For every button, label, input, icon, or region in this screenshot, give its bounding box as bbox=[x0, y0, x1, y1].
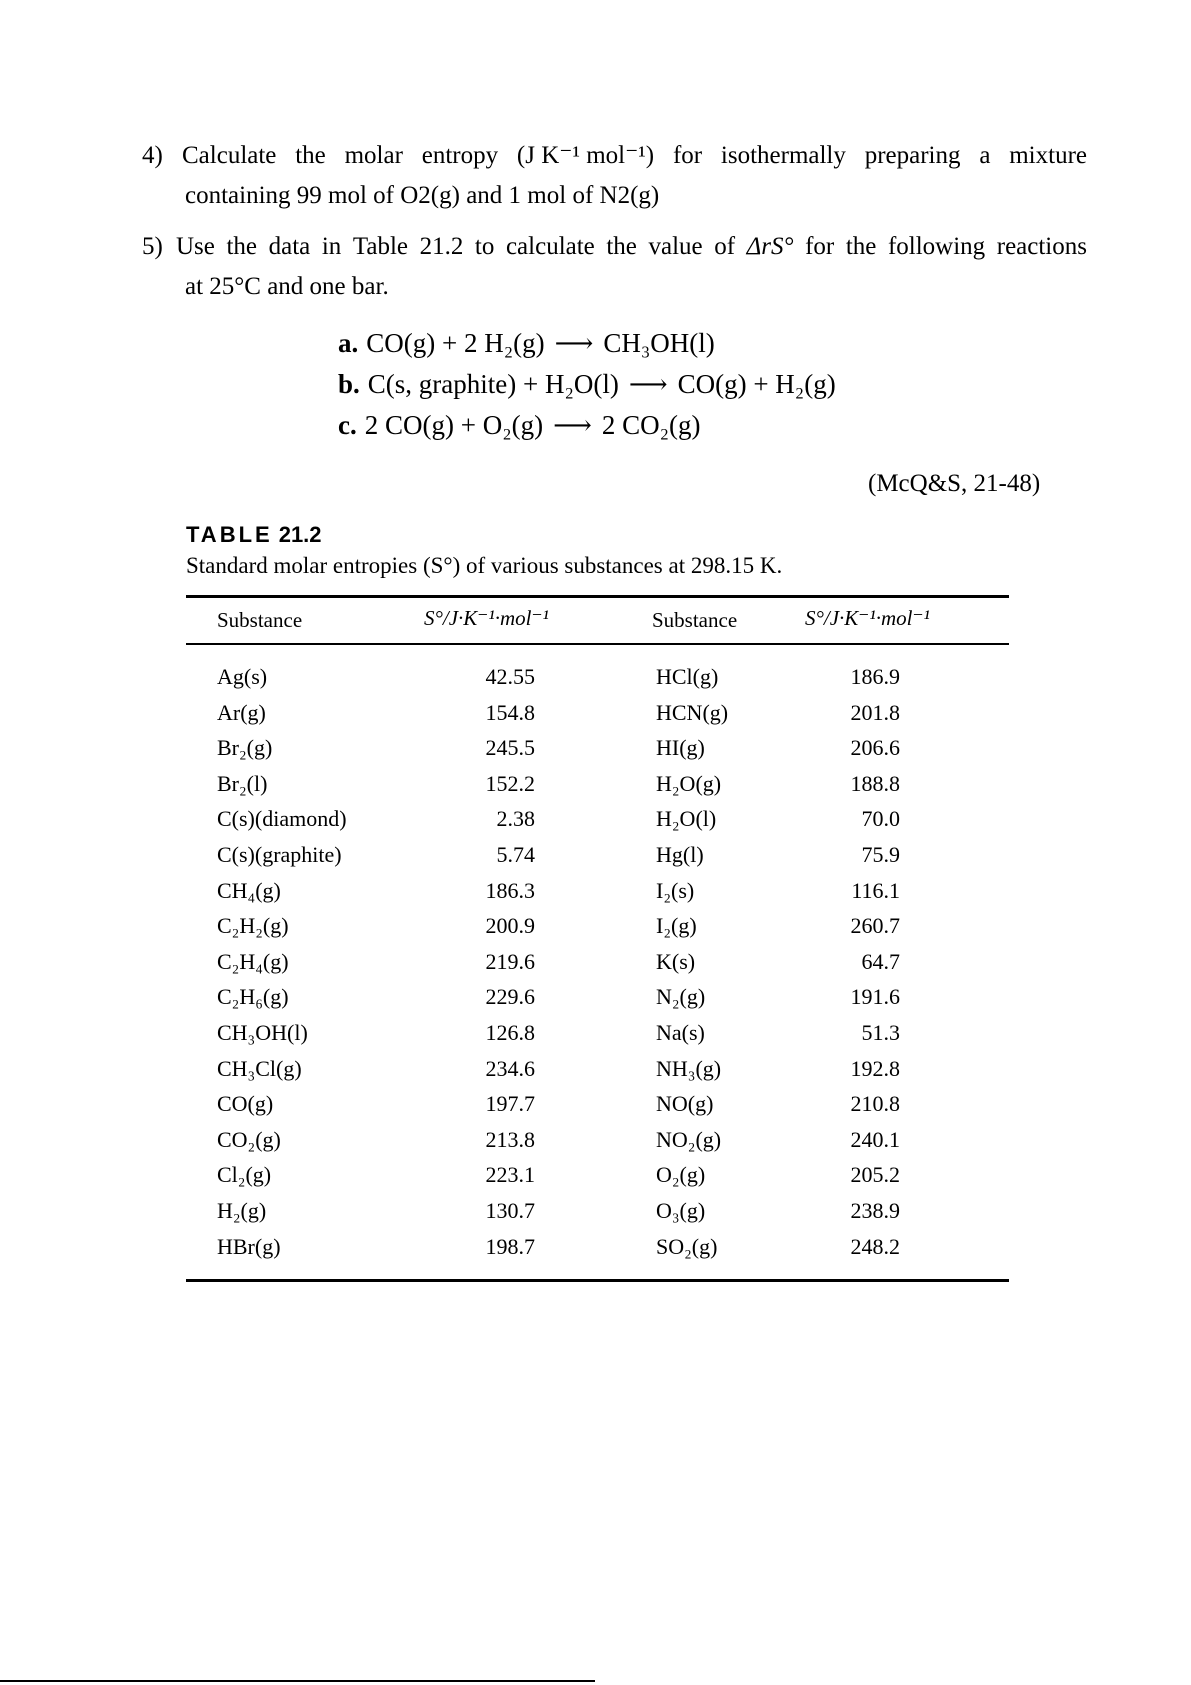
cell-substance: HI(g) bbox=[656, 735, 705, 761]
cell-entropy: 191.6 bbox=[850, 984, 900, 1010]
cell-substance: CO₂(g) bbox=[217, 1126, 281, 1152]
cell-substance: Ar(g) bbox=[217, 699, 266, 725]
word: Table bbox=[352, 233, 409, 260]
cell-substance: H₂(g) bbox=[217, 1198, 267, 1223]
cell-substance: HCN(g) bbox=[656, 699, 729, 725]
cell-entropy: 188.8 bbox=[850, 770, 900, 796]
word: preparing bbox=[864, 142, 961, 169]
cell-substance: O₂(g) bbox=[656, 1162, 706, 1188]
cell-substance: Na(s) bbox=[656, 1020, 705, 1045]
question-5-line-2: at 25°C and one bar. bbox=[185, 273, 389, 300]
cell-substance: H₂O(l) bbox=[656, 806, 717, 832]
cell-entropy: 200.9 bbox=[485, 913, 535, 939]
cell-entropy: 201.8 bbox=[850, 699, 900, 725]
cell-substance: I₂(s) bbox=[656, 877, 695, 903]
cell-entropy: 245.5 bbox=[485, 735, 535, 761]
cell-entropy: 260.7 bbox=[850, 913, 900, 939]
arrow-icon: ⟶ bbox=[554, 328, 594, 358]
cell-substance: NO₂(g) bbox=[656, 1126, 722, 1152]
word: entropy bbox=[421, 142, 499, 169]
word: data bbox=[268, 233, 311, 260]
reaction-label: a. bbox=[338, 328, 359, 358]
word: reactions bbox=[996, 233, 1087, 260]
cell-entropy: 186.9 bbox=[850, 664, 900, 689]
word: a bbox=[979, 142, 991, 169]
cell-substance: CO(g) bbox=[217, 1091, 274, 1117]
word: of bbox=[714, 233, 736, 260]
cell-entropy: 186.3 bbox=[485, 877, 535, 903]
word: value bbox=[648, 233, 703, 260]
cell-substance: C₂H₄(g) bbox=[217, 948, 289, 974]
cell-entropy: 229.6 bbox=[485, 984, 535, 1010]
word: the bbox=[226, 233, 258, 260]
reaction-rhs: 2 CO₂(g) bbox=[601, 410, 701, 440]
cell-substance: C(s)(diamond) bbox=[217, 806, 347, 832]
reaction-rhs: CO(g) + H₂(g) bbox=[677, 369, 836, 399]
cell-entropy: 219.6 bbox=[485, 948, 535, 974]
word: isothermally bbox=[720, 142, 846, 169]
cell-substance: I₂(g) bbox=[656, 913, 697, 939]
table-caption: Standard molar entropies (S°) of various substances at 298.15 K. bbox=[186, 553, 783, 578]
cell-substance: Ag(s) bbox=[217, 664, 268, 689]
reaction-lhs: C(s, graphite) + H₂O(l) bbox=[367, 369, 619, 399]
word: Calculate bbox=[182, 142, 277, 169]
cell-substance: H₂O(g) bbox=[656, 770, 722, 796]
cell-entropy: 238.9 bbox=[850, 1198, 900, 1223]
cell-substance: Br₂(g) bbox=[217, 735, 273, 761]
table-header-substance-2: Substance bbox=[652, 608, 738, 632]
question-4-line-2: containing 99 mol of O2(g) and 1 mol of N2(g) bbox=[185, 182, 660, 209]
cell-entropy: 248.2 bbox=[850, 1233, 900, 1259]
reaction-label: b. bbox=[338, 369, 360, 399]
cell-entropy: 70.0 bbox=[861, 806, 900, 832]
cell-substance: C₂H₆(g) bbox=[217, 984, 289, 1010]
word: calculate bbox=[505, 233, 595, 260]
arrow-icon: ⟶ bbox=[628, 369, 668, 399]
page-bottom-rule bbox=[0, 1680, 595, 1682]
table-header-substance-1: Substance bbox=[217, 608, 303, 632]
cell-substance: NO(g) bbox=[656, 1091, 714, 1117]
word: to bbox=[474, 233, 495, 260]
word: in bbox=[321, 233, 342, 260]
cell-substance: Cl₂(g) bbox=[217, 1162, 272, 1188]
cell-entropy: 198.7 bbox=[485, 1233, 535, 1259]
word: following bbox=[887, 233, 986, 260]
cell-entropy: 240.1 bbox=[850, 1126, 900, 1152]
word: molar bbox=[344, 142, 403, 169]
cell-substance: SO₂(g) bbox=[656, 1233, 718, 1259]
word: the bbox=[295, 142, 326, 169]
cell-entropy: 2.38 bbox=[496, 806, 535, 832]
word: for bbox=[805, 233, 835, 260]
cell-entropy: 130.7 bbox=[485, 1198, 535, 1223]
table-label-word: TABLE bbox=[186, 522, 273, 547]
cell-substance: CH₃Cl(g) bbox=[217, 1055, 302, 1081]
reaction-lhs: 2 CO(g) + O₂(g) bbox=[364, 410, 544, 440]
cell-entropy: 75.9 bbox=[861, 842, 900, 867]
table-header-entropy-1: S°/J·K⁻¹·mol⁻¹ bbox=[424, 606, 549, 630]
question-5-number: 5) bbox=[142, 233, 163, 260]
unit-text: (J K⁻¹ mol⁻¹) bbox=[516, 142, 655, 169]
cell-entropy: 213.8 bbox=[485, 1126, 535, 1152]
table-number: 21.2 bbox=[278, 522, 322, 547]
table-header-entropy-2: S°/J·K⁻¹·mol⁻¹ bbox=[805, 606, 930, 630]
word: Use bbox=[176, 233, 215, 260]
cell-entropy: 223.1 bbox=[485, 1162, 535, 1188]
word: the bbox=[606, 233, 637, 260]
cell-entropy: 51.3 bbox=[861, 1020, 900, 1045]
cell-substance: CH₄(g) bbox=[217, 877, 281, 903]
cell-substance: C₂H₂(g) bbox=[217, 913, 289, 939]
word: mixture bbox=[1009, 142, 1087, 169]
cell-substance: Br₂(l) bbox=[217, 770, 268, 796]
reaction-label: c. bbox=[338, 410, 357, 440]
cell-entropy: 64.7 bbox=[861, 948, 900, 974]
cell-entropy: 126.8 bbox=[485, 1020, 535, 1045]
cell-substance: O₃(g) bbox=[656, 1198, 706, 1223]
cell-entropy: 154.8 bbox=[485, 699, 535, 725]
cell-substance: NH₃(g) bbox=[656, 1055, 722, 1081]
word: 21.2 bbox=[419, 233, 464, 260]
question-4-number: 4) bbox=[142, 142, 163, 169]
reaction-rhs: CH₃OH(l) bbox=[603, 328, 715, 358]
arrow-icon: ⟶ bbox=[553, 410, 592, 440]
cell-entropy: 5.74 bbox=[496, 842, 535, 867]
cell-entropy: 42.55 bbox=[485, 664, 535, 689]
word: the bbox=[845, 233, 877, 260]
cell-substance: Hg(l) bbox=[656, 842, 704, 867]
citation: (McQ&S, 21-48) bbox=[868, 470, 1041, 497]
cell-substance: K(s) bbox=[656, 948, 696, 974]
cell-entropy: 210.8 bbox=[850, 1091, 900, 1117]
cell-substance: HBr(g) bbox=[217, 1233, 281, 1259]
cell-entropy: 234.6 bbox=[485, 1055, 535, 1081]
cell-entropy: 192.8 bbox=[850, 1055, 900, 1081]
cell-entropy: 116.1 bbox=[851, 877, 900, 903]
cell-entropy: 152.2 bbox=[485, 770, 535, 796]
cell-entropy: 205.2 bbox=[850, 1162, 900, 1188]
cell-entropy: 197.7 bbox=[485, 1091, 535, 1117]
delta-symbol: ΔrS° bbox=[746, 233, 794, 260]
cell-substance: CH₃OH(l) bbox=[217, 1020, 308, 1045]
cell-substance: N₂(g) bbox=[656, 984, 706, 1010]
cell-substance: C(s)(graphite) bbox=[217, 842, 342, 867]
reaction-lhs: CO(g) + 2 H₂(g) bbox=[366, 328, 545, 358]
cell-substance: HCl(g) bbox=[656, 664, 719, 689]
cell-entropy: 206.6 bbox=[850, 735, 900, 761]
word: for bbox=[672, 142, 703, 169]
